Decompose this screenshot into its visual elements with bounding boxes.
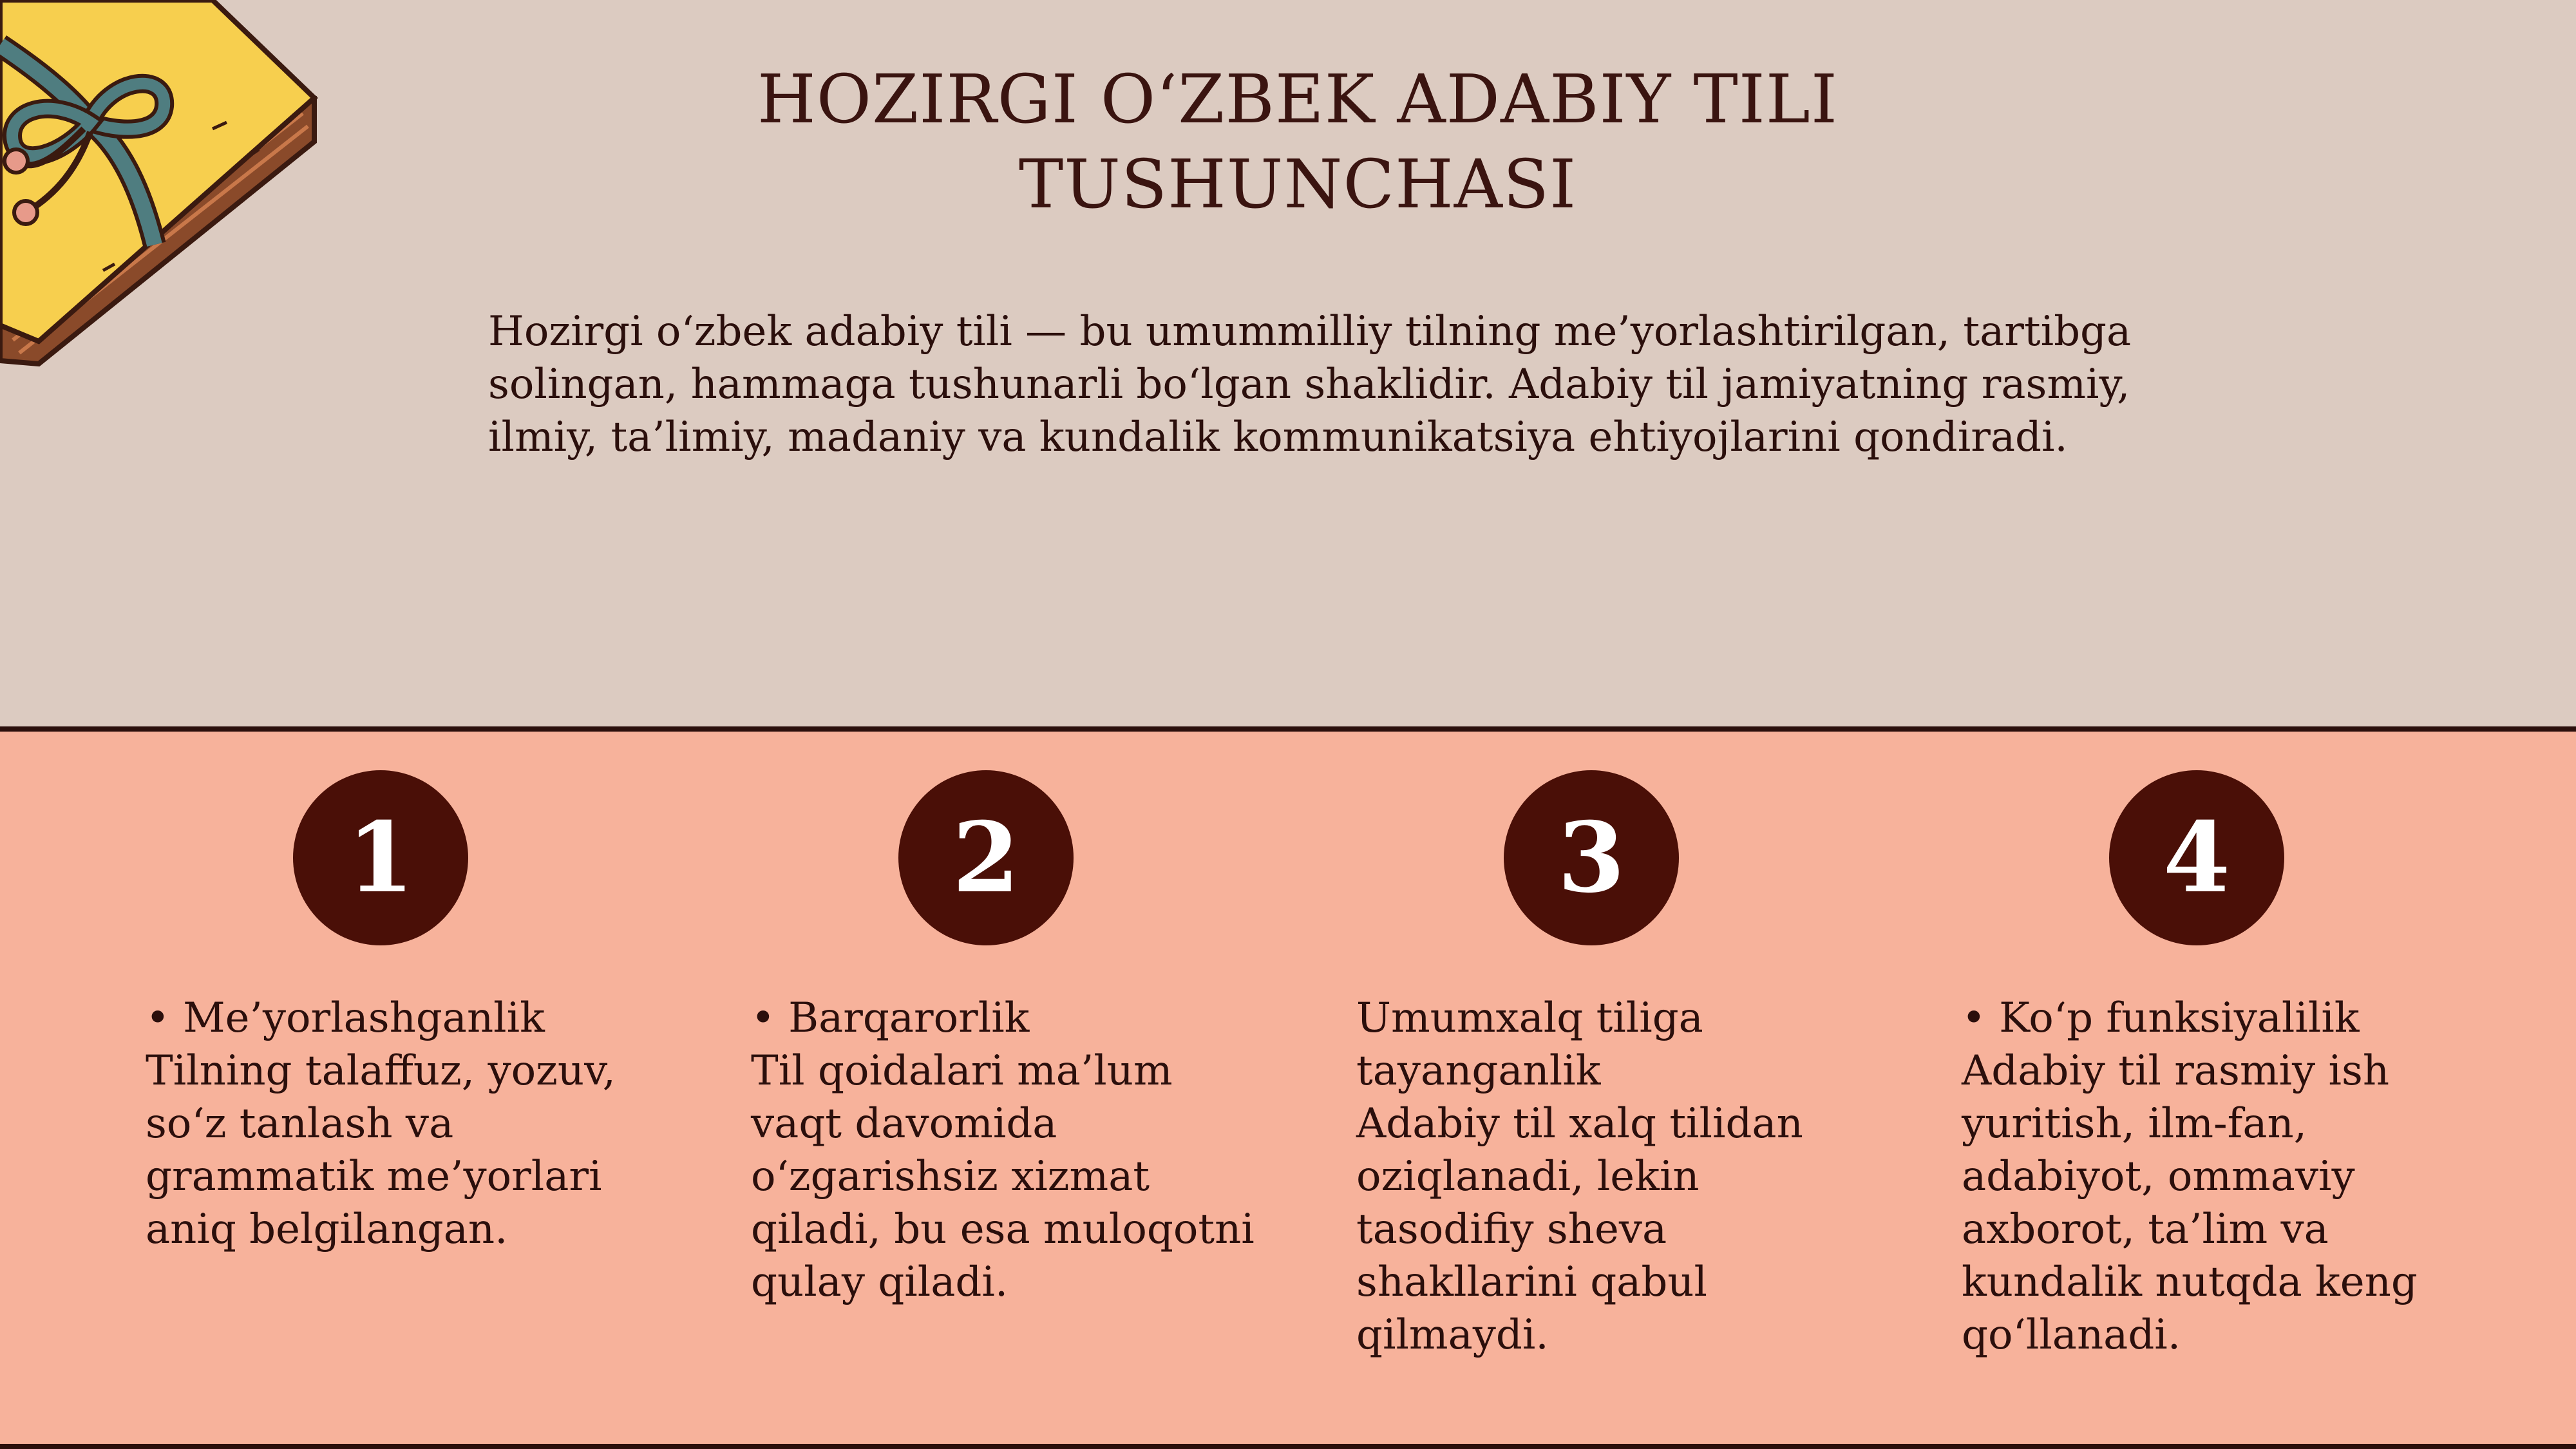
item-line: Adabiy til xalq tilidan [1356,1100,1803,1148]
item-line: qilmaydi. [1356,1311,1549,1359]
section-divider [0,726,2576,732]
item-line: • Ko‘p funksiyalilik [1962,994,2360,1042]
item-line: aniq belgilangan. [146,1206,508,1253]
intro-paragraph [488,305,2132,464]
number-badge-2: 2 [898,770,1074,945]
item-line: Tilning talaffuz, yozuv, [146,1047,616,1095]
item-line: Adabiy til rasmiy ish [1962,1047,2390,1095]
item-line: shakllarini qabul [1356,1258,1707,1306]
number-badge-1: 1 [293,770,468,945]
feature-item-1 [146,992,661,1256]
item-line: adabiyot, ommaviy [1962,1153,2355,1200]
gift-box-icon [0,0,322,374]
page-title [708,57,1887,227]
feature-item-2 [751,992,1266,1309]
item-line: qulay qiladi. [751,1258,1009,1306]
item-line: yuritish, ilm-fan, [1962,1100,2307,1148]
number-badge-4: 4 [2109,770,2284,945]
intro-line: Hozirgi o‘zbek adabiy tili — bu umummilliy tilning me’yorlashtirilgan, tartibga [488,308,2132,355]
item-line: tayanganlik [1356,1047,1601,1095]
title-line-2: TUSHUNCHASI [1018,145,1577,223]
item-line: qiladi, bu esa muloqotni [751,1206,1255,1253]
item-line: grammatik me’yorlari [146,1153,602,1200]
item-line: kundalik nutqda keng [1962,1258,2418,1306]
item-line: qo‘llanadi. [1962,1311,2181,1359]
intro-line: ilmiy, ta’limiy, madaniy va kundalik kommunikatsiya ehtiyojlarini qondiradi. [488,413,2068,461]
item-line: so‘z tanlash va [146,1100,454,1148]
title-line-1: HOZIRGI O‘ZBEK ADABIY TILI [757,60,1838,138]
item-line: Til qoidalari ma’lum [751,1047,1173,1095]
bottom-border [0,1444,2576,1449]
item-line: vaqt davomida [751,1100,1057,1148]
item-line: • Barqarorlik [751,994,1030,1042]
item-line: axborot, ta’lim va [1962,1206,2329,1253]
item-line: o‘zgarishsiz xizmat [751,1153,1150,1200]
feature-item-4 [1962,992,2477,1361]
feature-item-3 [1356,992,1871,1361]
intro-line: solingan, hammaga tushunarli bo‘lgan shaklidir. Adabiy til jamiyatning rasmiy, [488,361,2130,408]
item-line: Umumxalq tiliga [1356,994,1703,1042]
item-line: tasodifiy sheva [1356,1206,1667,1253]
number-badge-3: 3 [1504,770,1679,945]
item-line: • Me’yorlashganlik [146,994,545,1042]
item-line: oziqlanadi, lekin [1356,1153,1700,1200]
